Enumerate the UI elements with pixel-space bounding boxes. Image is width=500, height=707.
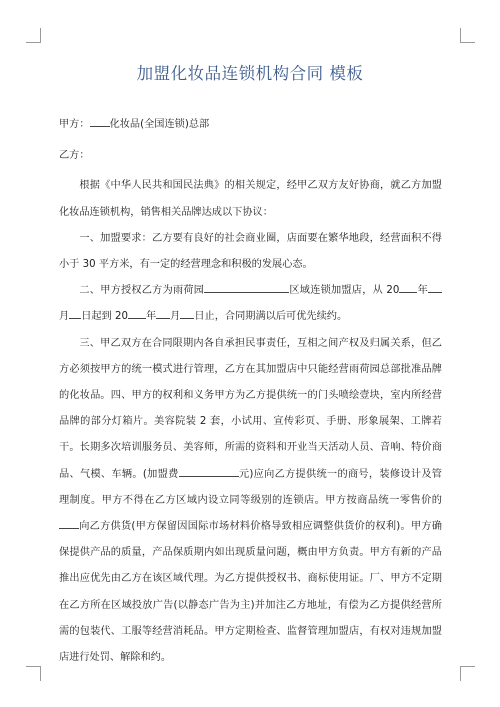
party-a-label: 甲方： xyxy=(59,119,90,130)
clause-2 xyxy=(59,278,442,330)
party-a-blank xyxy=(90,115,110,127)
party-b-line xyxy=(59,143,442,169)
clause-3-text: 三、甲乙双方在合同限期内各自承担民事责任，互相之间产权及归属关系，但乙方必须按甲方的统一模式进行管理，乙方在其加盟店中只能经营雨荷园总部批准品牌的化妆品。四、甲方的权利和义务甲方为乙方提供统一的门头喷绘壹块，室内所经营品牌的部分灯箱片。美容院装 2 套，小试用、宣传彩页、手册、形象展架、工牌若干。长期多次培训服务员、美容师，所需的资料和开业当天活动人员、音响、特价商品、气模、车辆。(加盟费 xyxy=(59,337,442,480)
document-body xyxy=(59,112,442,671)
end-month-blank xyxy=(156,308,170,320)
end-year-blank xyxy=(128,308,146,320)
party-b-label: 乙方： xyxy=(59,149,90,161)
clause-2-text: 区域连锁加盟店，从 20 xyxy=(289,285,400,297)
crop-mark-top-left xyxy=(26,28,41,43)
crop-mark-bottom-right xyxy=(460,666,475,681)
document-title: 加盟化妆品连锁机构合同 模板 xyxy=(136,64,364,83)
crop-mark-bottom-left xyxy=(26,666,41,681)
clause-2-text: 月 xyxy=(59,311,70,323)
start-month-blank xyxy=(428,282,442,294)
clause-2-text: 日起到 20 xyxy=(81,311,128,323)
clause-2-text: 日止，合同期满以后可优先续约。 xyxy=(194,311,348,323)
crop-mark-top-right xyxy=(460,28,475,43)
franchise-fee-blank xyxy=(179,465,239,477)
clause-2-text: 年 xyxy=(145,311,157,323)
clause-2-text: 月 xyxy=(170,311,181,323)
party-a-value: 化妆品(全国连锁)总部 xyxy=(109,119,210,130)
clause-2-text: 二、甲方授权乙方为雨荷园 xyxy=(79,285,205,297)
clause-2-text: 年 xyxy=(417,285,429,297)
party-a-line xyxy=(59,112,442,138)
start-day-blank xyxy=(69,308,81,320)
clause-3-text: 元)应向乙方提供统一的商号，装修设计及管理制度。甲方不得在乙方区域内设立同等级别的连锁店。甲方按商品统一零售价的 xyxy=(59,468,442,506)
start-year-blank xyxy=(399,282,417,294)
region-blank xyxy=(204,282,289,294)
discount-blank xyxy=(59,517,79,529)
intro-paragraph: 根据《中华人民共和国民法典》的相关规定，经甲乙双方友好协商，就乙方加盟化妆品连锁机构，销售相关品牌达成以下协议： xyxy=(59,180,442,218)
clause-1: 一、加盟要求：乙方要有良好的社会商业圈，店面要在繁华地段，经营面积不得小于 30 平方米，有一定的经营理念和积极的发展心态。 xyxy=(59,232,442,271)
clause-3-text: 向乙方供货(甲方保留因国际市场材料价格导致相应调整供货价的权利)。甲方确保提供产品的质量，产品保质期内如出现质量问题，概由甲方负责。甲方有新的产品推出应优先由乙方在该区域代理。为乙方提供授权书、商标使用证。厂、甲方不定期在乙方所在区域投放广告(以静态广告为主)并加注乙方地址，有偿为乙方提供经营所需的包装代、工服等经营消耗品。甲方定期检查、监督管理加盟店，有权对违规加盟店进行处罚、解除和约。 xyxy=(59,521,442,664)
clause-3-4 xyxy=(59,331,442,672)
end-day-blank xyxy=(180,308,194,320)
